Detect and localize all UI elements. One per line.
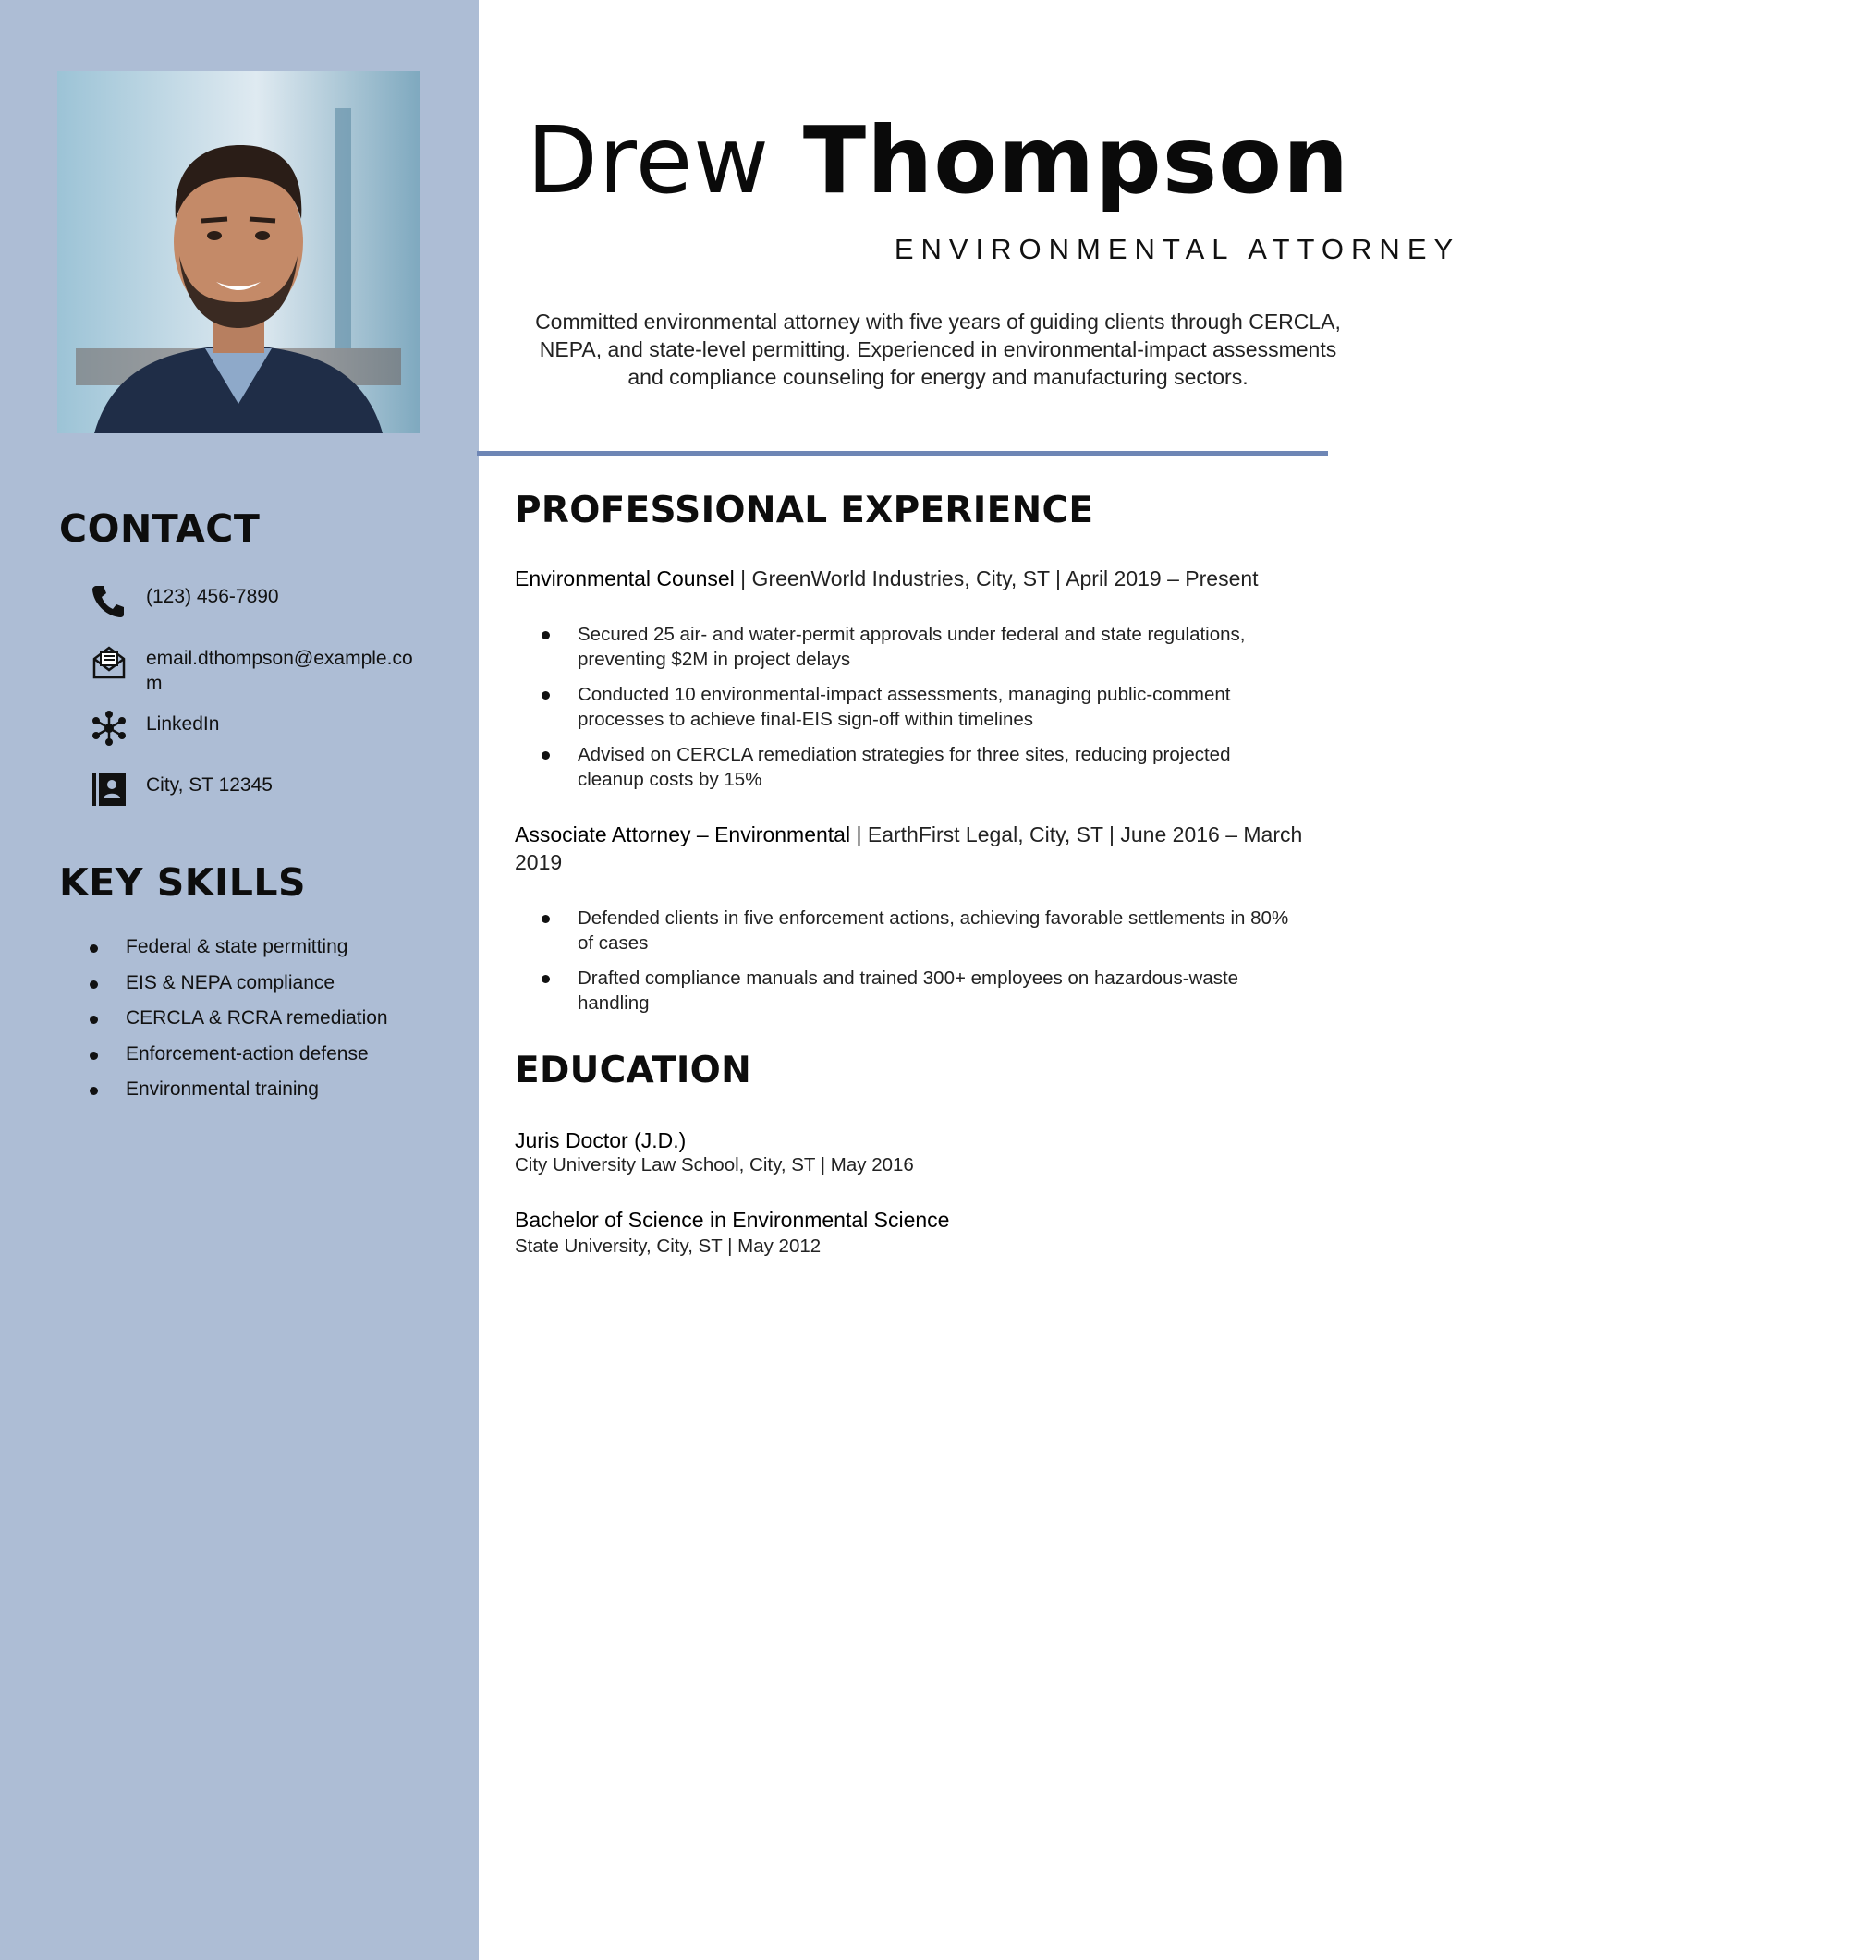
address-card-icon — [89, 769, 129, 810]
candidate-name — [0, 100, 1876, 222]
first-name: Drew — [526, 106, 771, 214]
job-bullets — [539, 906, 1297, 1026]
school: City University Law School, City, ST | May 2016 — [515, 1154, 914, 1175]
job-bullet: Defended clients in five enforcement actions, achieving favorable settlements in 80% of cases — [539, 906, 1297, 956]
phone-number[interactable]: (123) 456-7890 — [146, 586, 279, 607]
job-role: Associate Attorney – Environmental — [515, 822, 851, 846]
degree: Juris Doctor (J.D.) — [515, 1128, 687, 1152]
job-title: ENVIRONMENTAL ATTORNEY — [894, 233, 1461, 265]
email-address[interactable]: email.dthompson@example.com — [146, 648, 413, 694]
job-bullet: Advised on CERCLA remediation strategies for three sites, reducing projected cleanup costs by 15% — [539, 742, 1297, 792]
skill-item: EIS & NEPA compliance — [88, 966, 388, 1002]
job-details: | GreenWorld Industries, City, ST | April 2019 – Present — [734, 566, 1259, 590]
skills-list — [88, 930, 388, 1108]
contact-email — [89, 642, 423, 696]
job-bullets — [539, 622, 1297, 802]
job-details: | EarthFirst Legal, City, ST | June 2016 – March 2019 — [515, 822, 1303, 874]
job-bullet: Conducted 10 environmental-impact assessments, managing public-comment processes to achieve final-EIS sign-off within timelines — [539, 682, 1297, 732]
job-role: Environmental Counsel — [515, 566, 735, 590]
contact-linkedin — [89, 708, 423, 749]
phone-icon — [89, 580, 129, 621]
header-divider — [477, 451, 1328, 456]
contact-address — [89, 769, 423, 810]
linkedin-link[interactable]: LinkedIn — [146, 713, 220, 735]
network-icon — [89, 708, 129, 749]
summary: Committed environmental attorney with five years of guiding clients through CERCLA, NEPA, and state-level permitting. Experienced in environmental-impact assessments and compliance counseling for energy and manufacturing sectors. — [535, 310, 1341, 389]
school: State University, City, ST | May 2012 — [515, 1236, 822, 1257]
experience-heading: PROFESSIONAL EXPERIENCE — [515, 490, 1094, 531]
contact-heading: CONTACT — [59, 506, 261, 551]
degree: Bachelor of Science in Environmental Science — [515, 1208, 950, 1232]
sidebar — [0, 0, 479, 1960]
city-address: City, ST 12345 — [146, 774, 273, 796]
envelope-icon — [89, 642, 129, 683]
job-bullet: Drafted compliance manuals and trained 300+ employees on hazardous-waste handling — [539, 966, 1297, 1016]
skill-item: Enforcement-action defense — [88, 1037, 388, 1073]
key-skills-heading: KEY SKILLS — [59, 860, 307, 905]
job-header — [515, 821, 1328, 876]
skill-item: Environmental training — [88, 1072, 388, 1108]
job-header — [515, 565, 1328, 592]
skill-item: Federal & state permitting — [88, 930, 388, 966]
job-bullet: Secured 25 air- and water-permit approvals under federal and state regulations, preventing $2M in project delays — [539, 622, 1297, 672]
skill-item: CERCLA & RCRA remediation — [88, 1001, 388, 1037]
education-heading: EDUCATION — [515, 1050, 752, 1091]
last-name: Thompson — [802, 106, 1350, 214]
contact-phone — [89, 580, 423, 621]
